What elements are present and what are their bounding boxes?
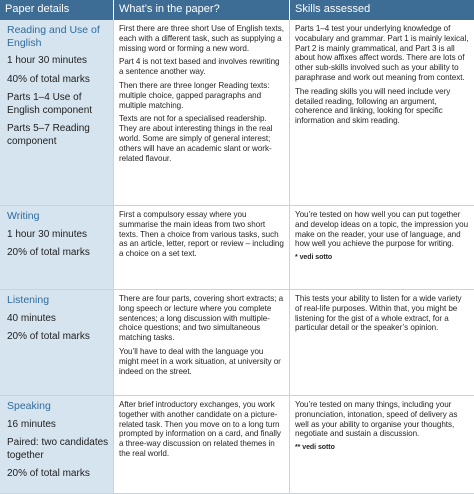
content-speaking <box>114 396 290 494</box>
section-title: Speaking <box>7 400 51 412</box>
skills-speaking <box>290 396 474 494</box>
detail-item: 40% of total marks <box>7 73 90 85</box>
footnote-marker: * vedi sotto <box>295 254 333 262</box>
section-title: Reading and Use of English <box>7 24 100 49</box>
detail-item: Paired: two candidates together <box>7 437 109 461</box>
detail-item: 20% of total marks <box>7 468 90 479</box>
footnote-marker: ** vedi sotto <box>295 444 335 452</box>
details-speaking <box>0 396 114 494</box>
detail-item: 1 hour 30 minutes <box>7 228 88 240</box>
paragraph: You’re tested on how well you can put together and develop ideas on a topic, the impression you make on the reader, your use of language, and how well you achieve the purpose for writing. <box>295 210 469 249</box>
paragraph: This tests your ability to listen for a wide variety of real-life purposes. Within that, you might be listening for the gist of a whole extract, for a particular detail or the speaker’s opinion. <box>295 294 462 333</box>
paragraph: Part 4 is not text based and involves rewriting a sentence another way. <box>119 57 280 77</box>
detail-item: 20% of total marks <box>7 331 90 342</box>
section-title: Writing <box>7 210 40 222</box>
paragraph: You’ll have to deal with the language you might meet in a work situation, at university or indeed on the street. <box>119 346 281 376</box>
detail-item: 20% of total marks <box>7 247 90 258</box>
paragraph: First a compulsory essay where you summarise the main ideas from two short texts. Then a choice from various tasks, such as an article, letter, report or review – including a choice on a set text. <box>119 210 284 259</box>
skills-reading <box>290 20 474 206</box>
header-paper-details: Paper details <box>0 0 114 20</box>
section-title: Listening <box>7 294 50 306</box>
paragraph: After brief introductory exchanges, you work together with another candidate on a picture-related task. Then you move on to a long turn prompted by information on a card, and finally a three-way discussion on related themes in the real world. <box>119 400 281 458</box>
details-writing <box>0 206 114 290</box>
details-listening <box>0 290 114 396</box>
paragraph: Parts 1–4 test your underlying knowledge of vocabulary and grammar. Part 1 is mainly lexical, Part 2 is mainly grammatical, and Part 3 is all about how affixes affect words. There are lots of other sub-skills involved such as your ability to paraphrase and work out meaning from context. <box>295 24 469 82</box>
paragraph: There are four parts, covering short extracts; a long speech or lecture where you complete sentences; a long discussion with multiple-choice questions; and two simultaneous matching tasks. <box>119 294 284 343</box>
detail-item: 16 minutes <box>7 418 56 430</box>
paragraph: Then there are three longer Reading texts: multiple choice, gapped paragraphs and multiple matching. <box>119 80 270 110</box>
header-skills-assessed: Skills assessed <box>290 0 474 20</box>
content-reading <box>114 20 290 206</box>
detail-item: Parts 5–7 Reading component <box>7 123 90 147</box>
paragraph: First there are three short Use of English texts, each with a different task, such as supplying a missing word or forming a new word. <box>119 24 284 53</box>
skills-listening <box>290 290 474 396</box>
content-listening <box>114 290 290 396</box>
paragraph: You’re tested on many things, including your pronunciation, intonation, speed of delivery as well as your ability to organise your thoughts, negotiate and sustain a discussion. <box>295 400 458 439</box>
detail-item: Parts 1–4 Use of English component <box>7 92 93 116</box>
detail-item: 1 hour 30 minutes <box>7 55 88 66</box>
detail-item: 40 minutes <box>7 312 56 324</box>
skills-writing <box>290 206 474 290</box>
paragraph: Texts are not for a specialised readership. They are about interesting things in the real world. Some are simply of general interest; others will have an academic slant or work-related flavour. <box>119 114 273 163</box>
header-whats-in-paper: What’s in the paper? <box>114 0 290 20</box>
content-writing <box>114 206 290 290</box>
details-reading <box>0 20 114 206</box>
paragraph: The reading skills you will need include very detailed reading, following an argument, coherence and linking, looking for specific information and skim reading. <box>295 86 451 126</box>
